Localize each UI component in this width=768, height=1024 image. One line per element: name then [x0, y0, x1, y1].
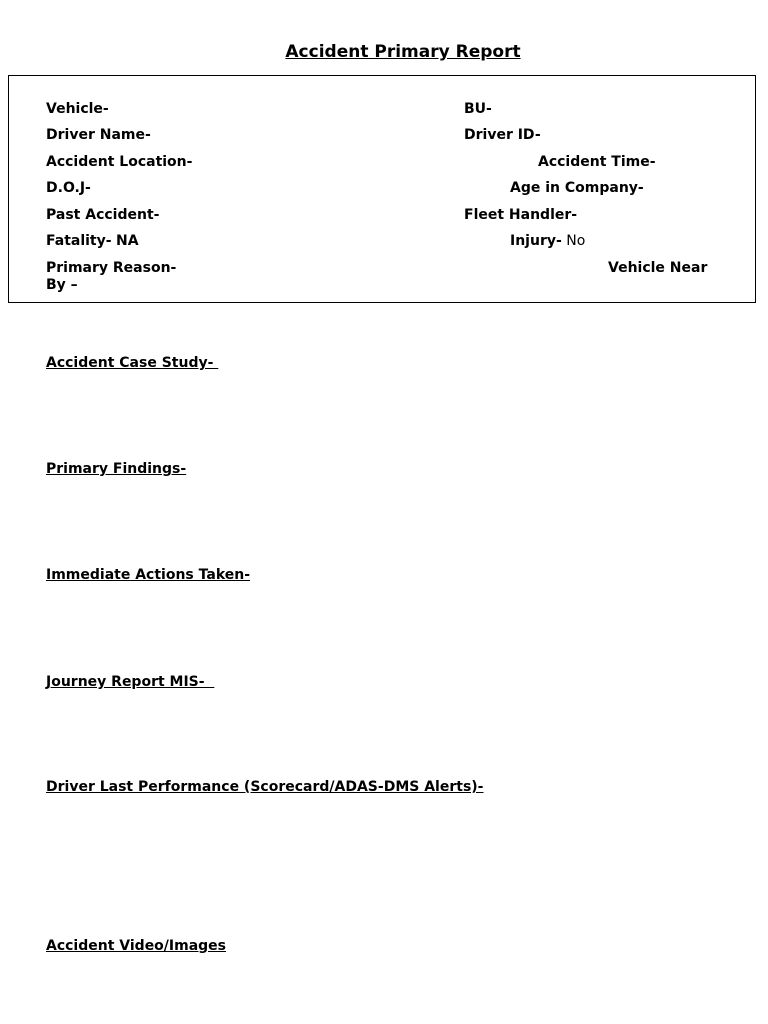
- vehicle-label: Vehicle-: [46, 101, 109, 117]
- vehicle-near-by-label-part1: Vehicle Near: [608, 260, 708, 276]
- injury-value: No: [566, 233, 586, 249]
- fleet-handler-field: [464, 206, 577, 224]
- doj-label: D.O.J-: [46, 180, 91, 196]
- driver-performance-heading: Driver Last Performance (Scorecard/ADAS-DMS Alerts)-: [46, 779, 484, 795]
- injury-field: [510, 232, 585, 250]
- fatality-field: [46, 232, 139, 250]
- past-accident-label: Past Accident-: [46, 207, 160, 223]
- immediate-actions-heading: Immediate Actions Taken-: [46, 567, 251, 583]
- primary-reason-label: Primary Reason-: [46, 260, 177, 276]
- report-title: Accident Primary Report: [285, 42, 521, 62]
- fatality-value: NA: [116, 233, 139, 249]
- driver-id-field: [464, 126, 541, 144]
- vehicle-near-by-label-part2: By –: [46, 277, 78, 293]
- doj-field: [46, 179, 91, 197]
- accident-location-field: [46, 153, 192, 171]
- accident-media-heading: Accident Video/Images: [46, 938, 227, 954]
- vehicle-field: [46, 100, 109, 118]
- primary-reason-field: [46, 259, 176, 277]
- age-in-company-label: Age in Company-: [510, 180, 644, 196]
- driver-name-label: Driver Name-: [46, 127, 151, 143]
- journey-report-heading: Journey Report MIS-: [46, 674, 215, 690]
- age-in-company-field: [510, 179, 644, 197]
- injury-label: Injury-: [510, 233, 562, 249]
- primary-findings-heading: Primary Findings-: [46, 461, 187, 477]
- fleet-handler-label: Fleet Handler-: [464, 207, 578, 223]
- bu-label: BU-: [464, 101, 492, 117]
- driver-name-field: [46, 126, 151, 144]
- accident-time-label: Accident Time-: [538, 154, 656, 170]
- accident-location-label: Accident Location-: [46, 154, 193, 170]
- fatality-label: Fatality-: [46, 233, 112, 249]
- past-accident-field: [46, 206, 159, 224]
- accident-case-study-heading: Accident Case Study-: [46, 355, 219, 371]
- driver-id-label: Driver ID-: [464, 127, 541, 143]
- accident-time-field: [538, 153, 656, 171]
- bu-field: [464, 100, 492, 118]
